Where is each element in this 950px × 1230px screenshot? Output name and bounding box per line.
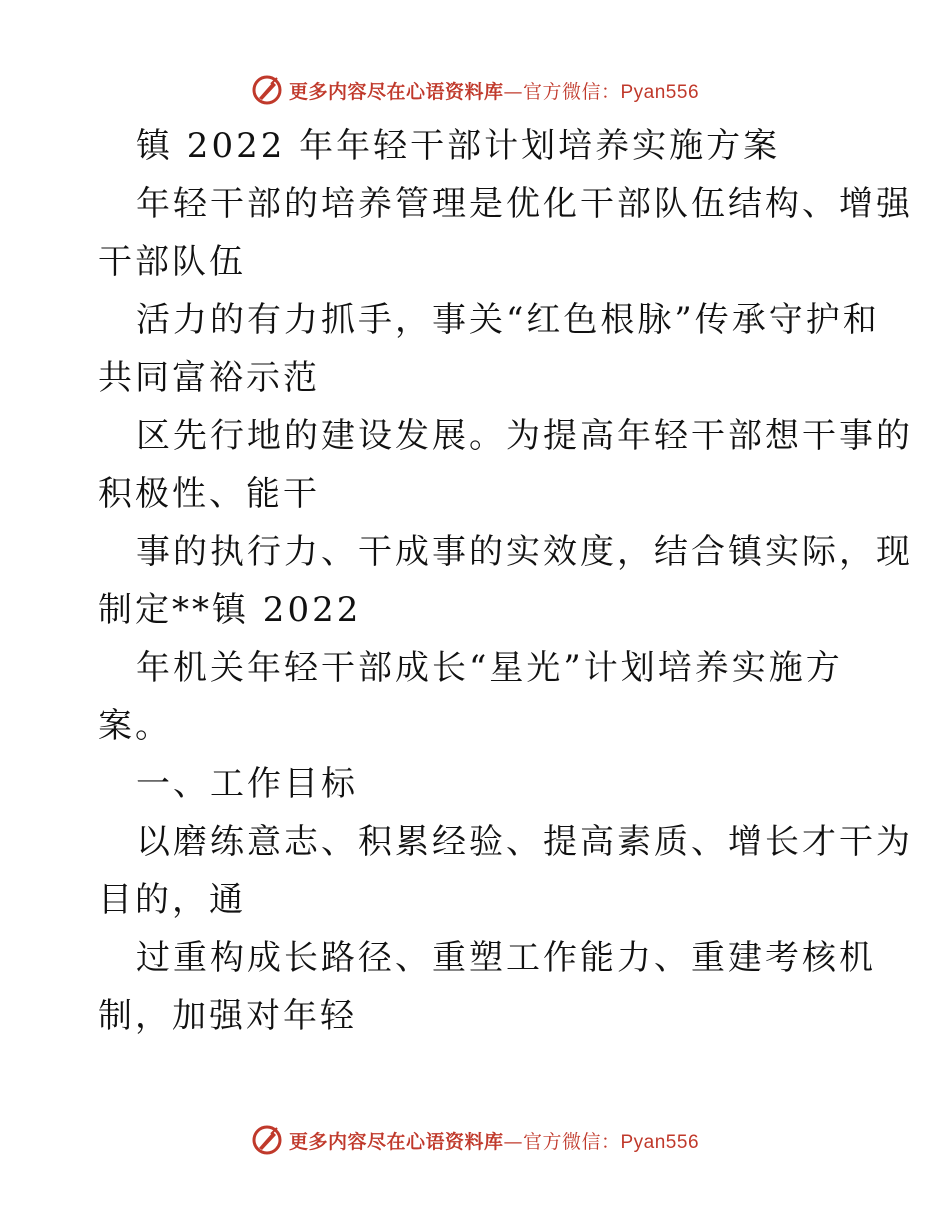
text-line: 镇 2022 年年轻干部计划培养实施方案 [136, 126, 781, 166]
watermark-id: Pyan556 [620, 1131, 700, 1153]
text-line: 以磨练意志、积累经验、提高素质、增长才干为 [136, 822, 913, 862]
watermark-dash: — [503, 1130, 523, 1153]
text-line: 共同富裕示范 [98, 358, 320, 398]
watermark-main-text: 更多内容尽在心语资料库 [288, 80, 504, 103]
watermark-dash: — [503, 80, 523, 103]
watermark-main-text: 更多内容尽在心语资料库 [288, 1130, 504, 1153]
text-line: 积极性、能干 [98, 474, 320, 514]
header-watermark [0, 70, 950, 110]
text-line: 过重构成长路径、重塑工作能力、重建考核机 [136, 938, 876, 978]
watermark-sub-text: 官方微信： [522, 80, 621, 103]
watermark-id: Pyan556 [620, 81, 700, 103]
text-line: 制定**镇 2022 [98, 590, 362, 630]
text-line: 制，加强对年轻 [98, 996, 357, 1036]
text-line: 目的，通 [98, 880, 246, 920]
watermark-sub-text: 官方微信： [522, 1130, 621, 1153]
text-line: 一、工作目标 [136, 764, 358, 804]
quill-logo-icon [251, 1124, 283, 1156]
text-line: 干部队伍 [98, 242, 246, 282]
text-line: 活力的有力抓手，事关“红色根脉”传承守护和 [136, 300, 880, 340]
text-line: 案。 [98, 706, 172, 746]
footer-watermark [0, 1120, 950, 1160]
text-line: 事的执行力、干成事的实效度，结合镇实际，现 [136, 532, 913, 572]
text-line: 区先行地的建设发展。为提高年轻干部想干事的 [136, 416, 913, 456]
text-line: 年轻干部的培养管理是优化干部队伍结构、增强 [136, 184, 913, 224]
text-line: 年机关年轻干部成长“星光”计划培养实施方 [136, 648, 843, 688]
document-body [98, 122, 913, 1050]
quill-logo-icon [251, 74, 283, 106]
